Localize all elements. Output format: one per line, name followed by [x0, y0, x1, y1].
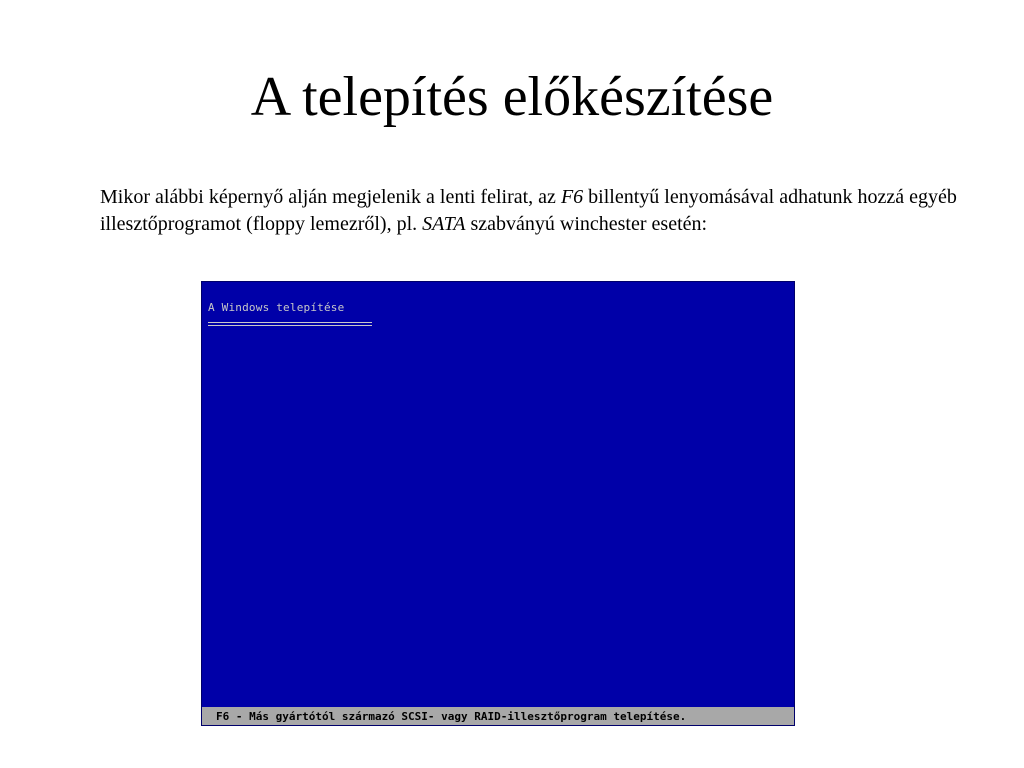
paragraph-text-3: szabványú winchester esetén:	[465, 213, 708, 235]
setup-header: A Windows telepítése	[208, 301, 345, 314]
windows-setup-screenshot	[201, 281, 795, 726]
paragraph-key-f6: F6	[560, 186, 584, 208]
setup-status-bar	[202, 707, 794, 725]
setup-status-text: F6 - Más gyártótól származó SCSI- vagy RAID-illesztőprogram telepítése.	[216, 710, 687, 723]
slide-title: A telepítés előkészítése	[250, 66, 774, 128]
paragraph-text-1: Mikor alábbi képernyő alján megjelenik a lenti felirat, az	[100, 186, 561, 208]
slide-paragraph	[100, 184, 960, 238]
paragraph-text-2: billentyű lenyomásával adhatunk hozzá egyéb illesztőprogramot (floppy lemezről), pl.	[100, 186, 957, 235]
setup-header-underline	[208, 322, 372, 326]
paragraph-sata: SATA	[422, 213, 466, 235]
